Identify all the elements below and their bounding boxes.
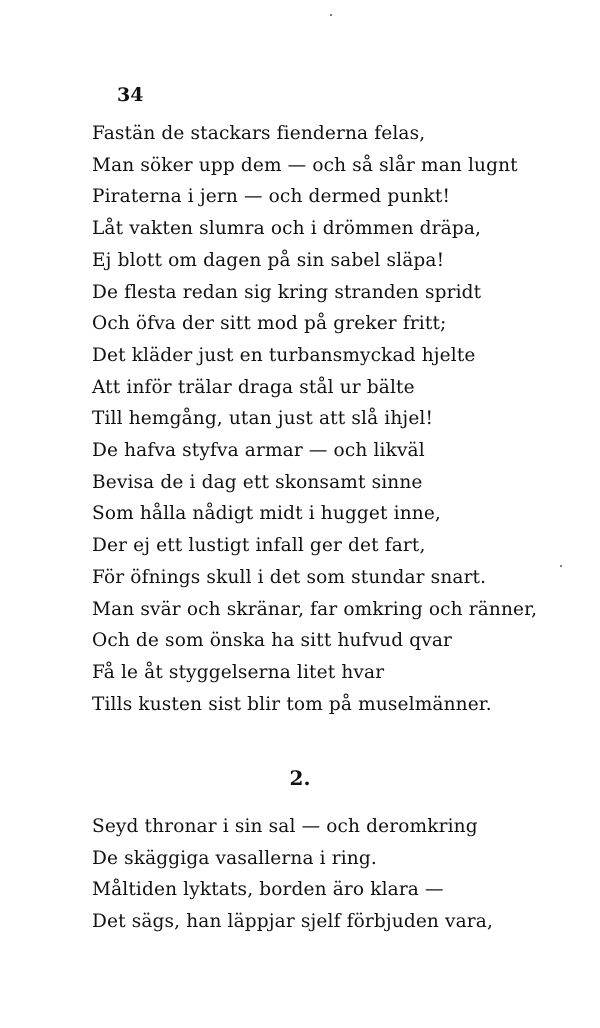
poem-line: Och öfva der sitt mod på greker fritt;: [92, 313, 447, 335]
poem-line: Bevisa de i dag ett skonsamt sinne: [92, 471, 423, 493]
poem-line: Det kläder just en turbansmyckad hjelte: [92, 344, 476, 366]
poem-line: Låt vakten slumra och i drömmen dräpa,: [92, 218, 482, 240]
print-speck: [330, 14, 332, 16]
poem-line: Der ej ett lustigt infall ger det fart,: [92, 535, 426, 557]
poem-line: Man svär och skränar, far omkring och ränner,: [92, 598, 538, 620]
poem-line: De skäggiga vasallerna i ring.: [92, 847, 377, 869]
poem-line: Måltiden lyktats, borden äro klara —: [92, 879, 444, 901]
poem-line: För öfnings skull i det som stundar snart.: [92, 566, 487, 588]
poem-stanza-2: [92, 811, 572, 938]
poem-line: Seyd thronar i sin sal — och deromkring: [92, 816, 478, 837]
page-number: 34: [117, 84, 144, 106]
poem-line: Det sägs, han läppjar sjelf förbjuden vara,: [92, 911, 493, 933]
poem-line: Piraterna i jern — och dermed punkt!: [92, 186, 451, 208]
poem-line: Som hålla nådigt midt i hugget inne,: [92, 503, 441, 525]
poem-line: Ej blott om dagen på sin sabel släpa!: [92, 249, 445, 271]
poem-line: Till hemgång, utan just att slå ihjel!: [92, 408, 434, 430]
poem-line: Få le åt styggelserna litet hvar: [92, 661, 385, 683]
poem-stanza-1: [92, 118, 572, 720]
poem-line: Och de som önska ha sitt hufvud qvar: [92, 630, 453, 652]
poem-line: Tills kusten sist blir tom på muselmänner.: [92, 693, 492, 715]
poem-line: De hafva styfva armar — och likväl: [92, 440, 425, 462]
poem-line: Man söker upp dem — och så slår man lugnt: [92, 154, 518, 176]
poem-line: Fastän de stackars fienderna felas,: [92, 123, 426, 144]
poem-line: Att inför trälar draga stål ur bälte: [92, 376, 415, 398]
poem-line: De flesta redan sig kring stranden spridt: [92, 281, 482, 303]
section-number: 2.: [289, 766, 311, 790]
